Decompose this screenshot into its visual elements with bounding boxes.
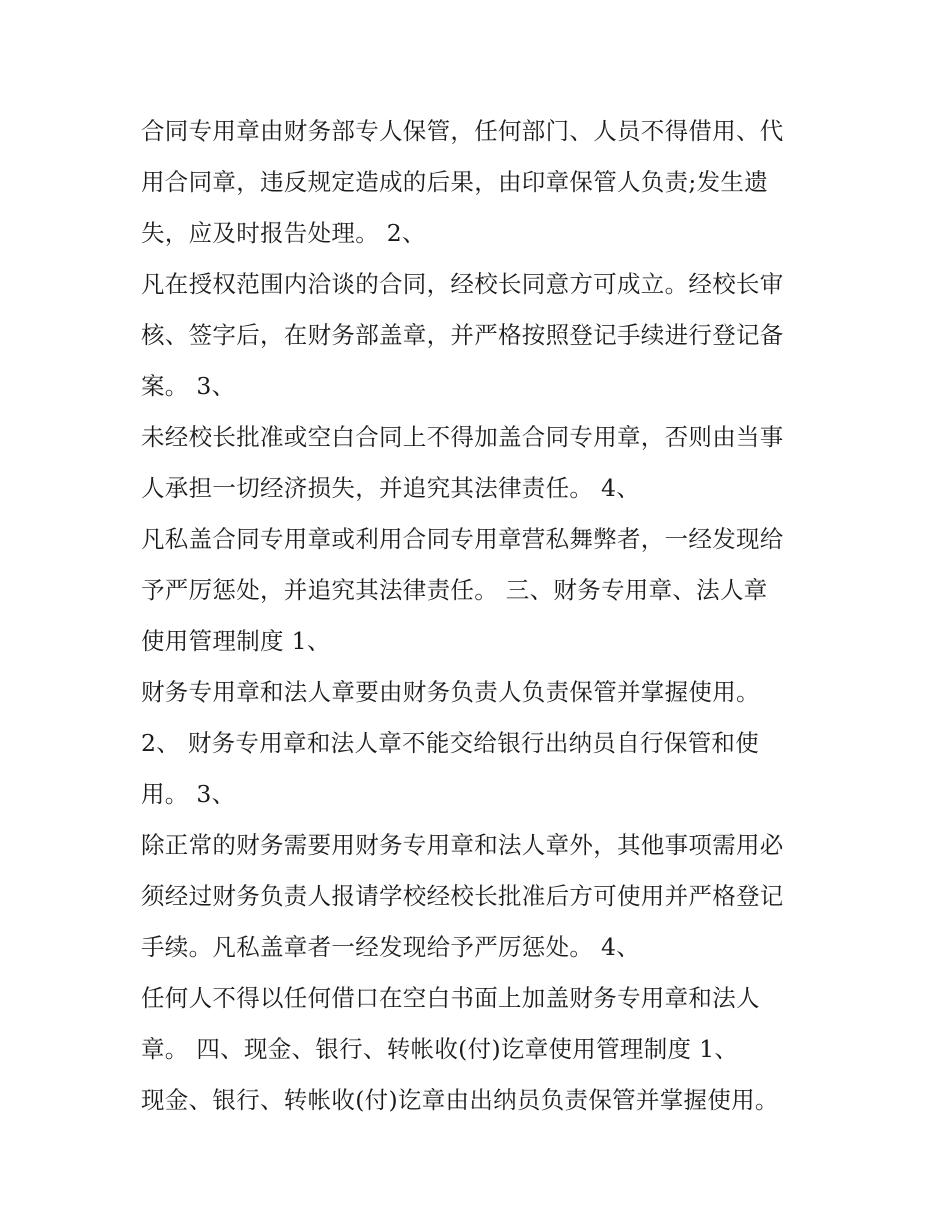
- text-line: 案。 3、: [141, 372, 236, 400]
- text-line: 须经过财务负责人报请学校经校长批准后方可使用并严格登记: [141, 882, 784, 910]
- text-line: 章。 四、现金、银行、转帐收(付)讫章使用管理制度 1、: [141, 1035, 739, 1063]
- document-body: [141, 106, 841, 1126]
- text-line: 任何人不得以任何借口在空白书面上加盖财务专用章和法人: [141, 984, 760, 1012]
- text-line: 用。 3、: [141, 780, 236, 808]
- text-line: 予严厉惩处，并追究其法律责任。 三、财务专用章、法人章: [141, 576, 768, 604]
- text-line: 人承担一切经济损失，并追究其法律责任。 4、: [141, 474, 641, 502]
- text-line: 除正常的财务需要用财务专用章和法人章外，其他事项需用必: [141, 831, 784, 859]
- text-line: 使用管理制度 1、: [141, 627, 331, 655]
- text-line: 未经校长批准或空白合同上不得加盖合同专用章，否则由当事: [141, 423, 784, 451]
- text-line: 2、 财务专用章和法人章不能交给银行出纳员自行保管和使: [141, 729, 760, 757]
- text-line: 凡在授权范围内洽谈的合同，经校长同意方可成立。经校长审: [141, 270, 784, 298]
- text-line: 手续。凡私盖章者一经发现给予严厉惩处。 4、: [141, 933, 641, 961]
- text-line: 合同专用章由财务部专人保管，任何部门、人员不得借用、代: [141, 117, 784, 145]
- text-line: 现金、银行、转帐收(付)讫章由出纳员负责保管并掌握使用。: [141, 1086, 779, 1114]
- text-line: 凡私盖合同专用章或利用合同专用章营私舞弊者，一经发现给: [141, 525, 784, 553]
- text-line: 核、签字后，在财务部盖章，并严格按照登记手续进行登记备: [141, 321, 784, 349]
- text-line: 用合同章，违反规定造成的后果，由印章保管人负责;发生遗: [141, 168, 769, 196]
- text-line: 财务专用章和法人章要由财务负责人负责保管并掌握使用。: [141, 678, 760, 706]
- text-line: 失，应及时报告处理。 2、: [141, 219, 426, 247]
